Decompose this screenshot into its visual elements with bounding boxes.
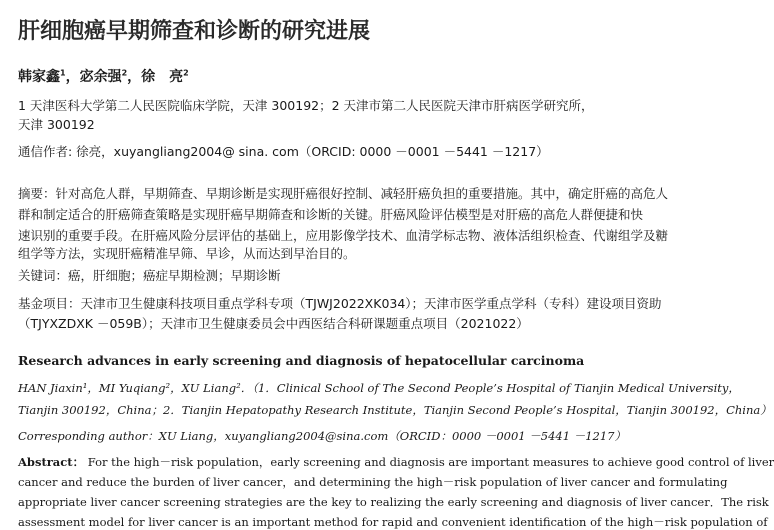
english-abstract-line: appropriate liver cancer screening strategies are the key to realizing the early screening and diagnosis of liver cancer．The risk: [18, 495, 769, 509]
english-abstract-line: [18, 454, 774, 470]
abstract-cn-line: 群和制定适合的肝癌筛查策略是实现肝癌早期筛查和诊断的关键。肝癌风险评估模型是对肝癌的高危人群便捷和快: [18, 207, 644, 222]
author-affil-mark: 1: [60, 68, 66, 78]
author-affil-mark: 2: [121, 68, 128, 78]
abstract-cn-line: 速识别的重要手段。在肝癌风险分层评估的基础上，应用影像学技术、血清学标志物、液体活组织检查、代谢组学及糖: [18, 228, 669, 243]
english-title: Research advances in early screening and diagnosis of hepatocellular carcinoma: [18, 353, 585, 368]
author-affil-mark: 2: [183, 68, 189, 78]
funding-line: 基金项目：天津市卫生健康科技项目重点学科专项（TJWJ2022XK034）；天津市医学重点学科（专科）建设项目资助: [18, 296, 662, 311]
english-authors-line: Tianjin 300192，China；2．Tianjin Hepatopathy Research Institute，Tianjin Second People’s Hospital，Tianjin 300192，China）: [18, 403, 772, 417]
affiliation-line: 天津 300192: [18, 117, 95, 132]
abstract-cn-line: 摘要：针对高危人群，早期筛查、早期诊断是实现肝癌很好控制、减轻肝癌负担的重要措施。其中，确定肝癌的高危人: [18, 186, 669, 201]
english-authors-line: HAN Jiaxin¹，MI Yuqiang²，XU Liang²．（1．Clinical School of The Second People’s Hospital of Tianjin Medical University，: [18, 381, 740, 395]
author-name: 徐 亮: [141, 69, 184, 85]
author-separator: ，: [127, 69, 142, 85]
english-corresponding-author: Corresponding author：XU Liang，xuyangliang2004@sina.com（ORCID：0000 －0001 －5441 －1217）: [18, 429, 626, 443]
affiliation-line: 1 天津医科大学第二人民医院临床学院，天津 300192；2 天津市第二人民医院天津市肝病医学研究所，: [18, 98, 594, 113]
author-separator: ，: [65, 69, 80, 85]
paper-title: 肝细胞癌早期筛查和诊断的研究进展: [18, 19, 371, 44]
corresponding-author: 通信作者: 徐亮，xuyangliang2004@ sina. com（ORCID: 0000 －0001 －5441 －1217）: [18, 144, 549, 159]
abstract-label: Abstract：: [18, 455, 85, 469]
funding-line: （TJYXZDXK －059B）；天津市卫生健康委员会中西医结合科研课题重点项目（2021022）: [18, 316, 529, 331]
author-list: [18, 66, 189, 86]
author-name: 宓余强: [79, 69, 122, 85]
keywords: 关键词：癌，肝细胞；癌症早期检测；早期诊断: [18, 268, 281, 283]
abstract-cn-line: 组学等方法，实现肝癌精准早筛、早诊，从而达到早治目的。: [18, 246, 356, 261]
author-name: 韩家鑫: [18, 69, 60, 85]
english-abstract-line: assessment model for liver cancer is an important method for rapid and convenient identification of the high－risk population of: [18, 515, 768, 529]
english-abstract-text: For the high－risk population，early screening and diagnosis are important measures to achieve good control of liver: [87, 455, 774, 469]
english-abstract-line: cancer and reduce the burden of liver cancer，and determining the high－risk population of liver cancer and formulating: [18, 475, 728, 489]
